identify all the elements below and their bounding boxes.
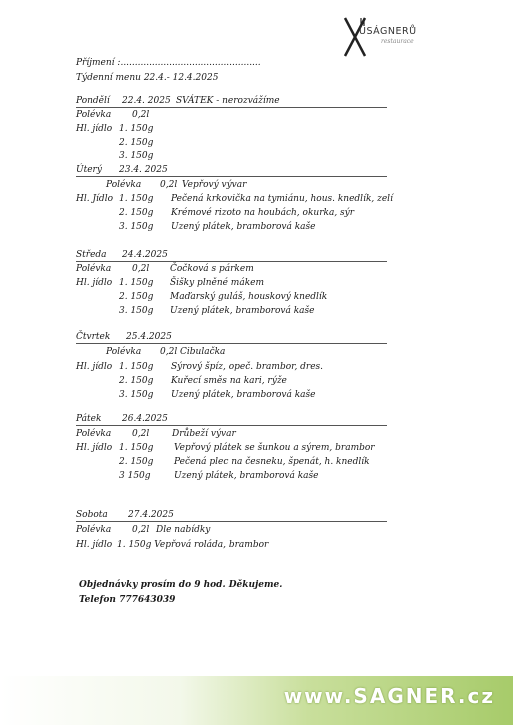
fri-main-3: 3 150g — [119, 471, 151, 481]
mon-note: SVÁTEK - nerozvážíme — [176, 96, 280, 106]
phone-note: Telefon 777643039 — [79, 595, 176, 605]
tue-main-label: Hl. Jídlo — [76, 194, 113, 204]
divider — [76, 343, 387, 344]
tue-date: 23.4. 2025 — [119, 165, 168, 175]
tue-soup-label: Polévka — [106, 180, 142, 190]
fri-soup-qty: 0,2l — [132, 429, 150, 439]
fri-date: 26.4.2025 — [122, 414, 168, 424]
wed-soup-qty: 0,2l — [132, 264, 150, 274]
wed-soup-name: Čočková s párkem — [170, 264, 254, 274]
fri-day: Pátek — [76, 414, 102, 424]
thu-soup-name: Cibulačka — [180, 347, 226, 357]
mon-day: Pondělí — [76, 96, 110, 106]
fri-dish-3: Uzený plátek, bramborová kaše — [174, 471, 319, 481]
fri-soup-label: Polévka — [76, 429, 112, 439]
wed-soup-label: Polévka — [76, 264, 112, 274]
fri-dish-2: Pečená plec na česneku, špenát, h. knedlík — [174, 457, 370, 467]
sat-soup-name: Dle nabídky — [156, 525, 211, 535]
fri-soup-name: Drůbeží vývar — [172, 429, 236, 439]
tue-main-2: 2. 150g — [119, 208, 154, 218]
wed-dish-1: Šišky plněné mákem — [170, 278, 265, 288]
fri-main-2: 2. 150g — [119, 457, 154, 467]
mon-soup-label: Polévka — [76, 110, 112, 120]
wed-dish-3: Uzený plátek, bramborová kaše — [170, 306, 315, 316]
thu-day: Čtvrtek — [76, 332, 111, 342]
tue-main-1: 1. 150g — [119, 194, 154, 204]
tue-soup-name: Vepřový vývar — [182, 180, 247, 190]
thu-dish-2: Kuřecí směs na kari, rýže — [171, 376, 287, 386]
mon-main-label: Hl. jídlo — [76, 124, 113, 134]
thu-main-1: 1. 150g — [119, 362, 154, 372]
website-link[interactable]: www.SAGNER.cz — [283, 684, 495, 708]
divider — [76, 425, 387, 426]
wed-day: Středa — [76, 250, 107, 260]
tue-soup-qty: 0,2l — [160, 180, 178, 190]
mon-date: 22.4. 2025 — [122, 96, 171, 106]
sat-date: 27.4.2025 — [128, 510, 174, 520]
wed-date: 24.4.2025 — [122, 250, 168, 260]
wed-main-3: 3. 150g — [119, 306, 154, 316]
tue-day: Úterý — [76, 165, 102, 175]
sat-soup-label: Polévka — [76, 525, 112, 535]
thu-soup-label: Polévka — [106, 347, 142, 357]
brand-name: USÁGNERŮ — [359, 26, 417, 37]
wed-dish-2: Maďarský guláš, houskový knedlík — [170, 292, 328, 302]
divider — [76, 176, 387, 177]
wed-main-2: 2. 150g — [119, 292, 154, 302]
fri-dish-1: Vepřový plátek se šunkou a sýrem, brambor — [174, 443, 375, 453]
divider — [76, 521, 387, 522]
mon-main-1: 1. 150g — [119, 124, 154, 134]
brand-subtitle: restaurace — [381, 38, 414, 45]
fri-main-label: Hl. jídlo — [76, 443, 113, 453]
wed-main-label: Hl. jídlo — [76, 278, 113, 288]
surname-label: Příjmení :................................................. — [76, 58, 261, 68]
thu-dish-1: Sýrový špíz, opeč. brambor, dres. — [171, 362, 324, 372]
sat-day: Sobota — [76, 510, 108, 520]
week-menu-title: Týdenní menu 22.4.- 12.4.2025 — [76, 73, 219, 83]
restaurant-logo — [341, 16, 461, 60]
divider — [76, 261, 387, 262]
divider — [76, 107, 387, 108]
cutlery-icon — [341, 16, 371, 60]
sat-main-label: Hl. jídlo — [76, 540, 113, 550]
mon-main-2: 2. 150g — [119, 138, 154, 148]
tue-main-3: 3. 150g — [119, 222, 154, 232]
mon-main-3: 3. 150g — [119, 151, 154, 161]
mon-soup-qty: 0,2l — [132, 110, 150, 120]
thu-main-2: 2. 150g — [119, 376, 154, 386]
sat-main-1: 1. 150g Vepřová roláda, brambor — [117, 540, 269, 550]
tue-dish-1: Pečená krkovička na tymiánu, hous. knedlík, zelí — [171, 194, 393, 204]
thu-date: 25.4.2025 — [126, 332, 172, 342]
thu-main-label: Hl. jídlo — [76, 362, 113, 372]
thu-main-3: 3. 150g — [119, 390, 154, 400]
tue-dish-3: Uzený plátek, bramborová kaše — [171, 222, 316, 232]
fri-main-1: 1. 150g — [119, 443, 154, 453]
tue-dish-2: Krémové rizoto na houbách, okurka, sýr — [171, 208, 355, 218]
sat-soup-qty: 0,2l — [132, 525, 150, 535]
order-note: Objednávky prosím do 9 hod. Děkujeme. — [79, 580, 283, 590]
thu-soup-qty: 0,2l — [160, 347, 178, 357]
thu-dish-3: Uzený plátek, bramborová kaše — [171, 390, 316, 400]
wed-main-1: 1. 150g — [119, 278, 154, 288]
